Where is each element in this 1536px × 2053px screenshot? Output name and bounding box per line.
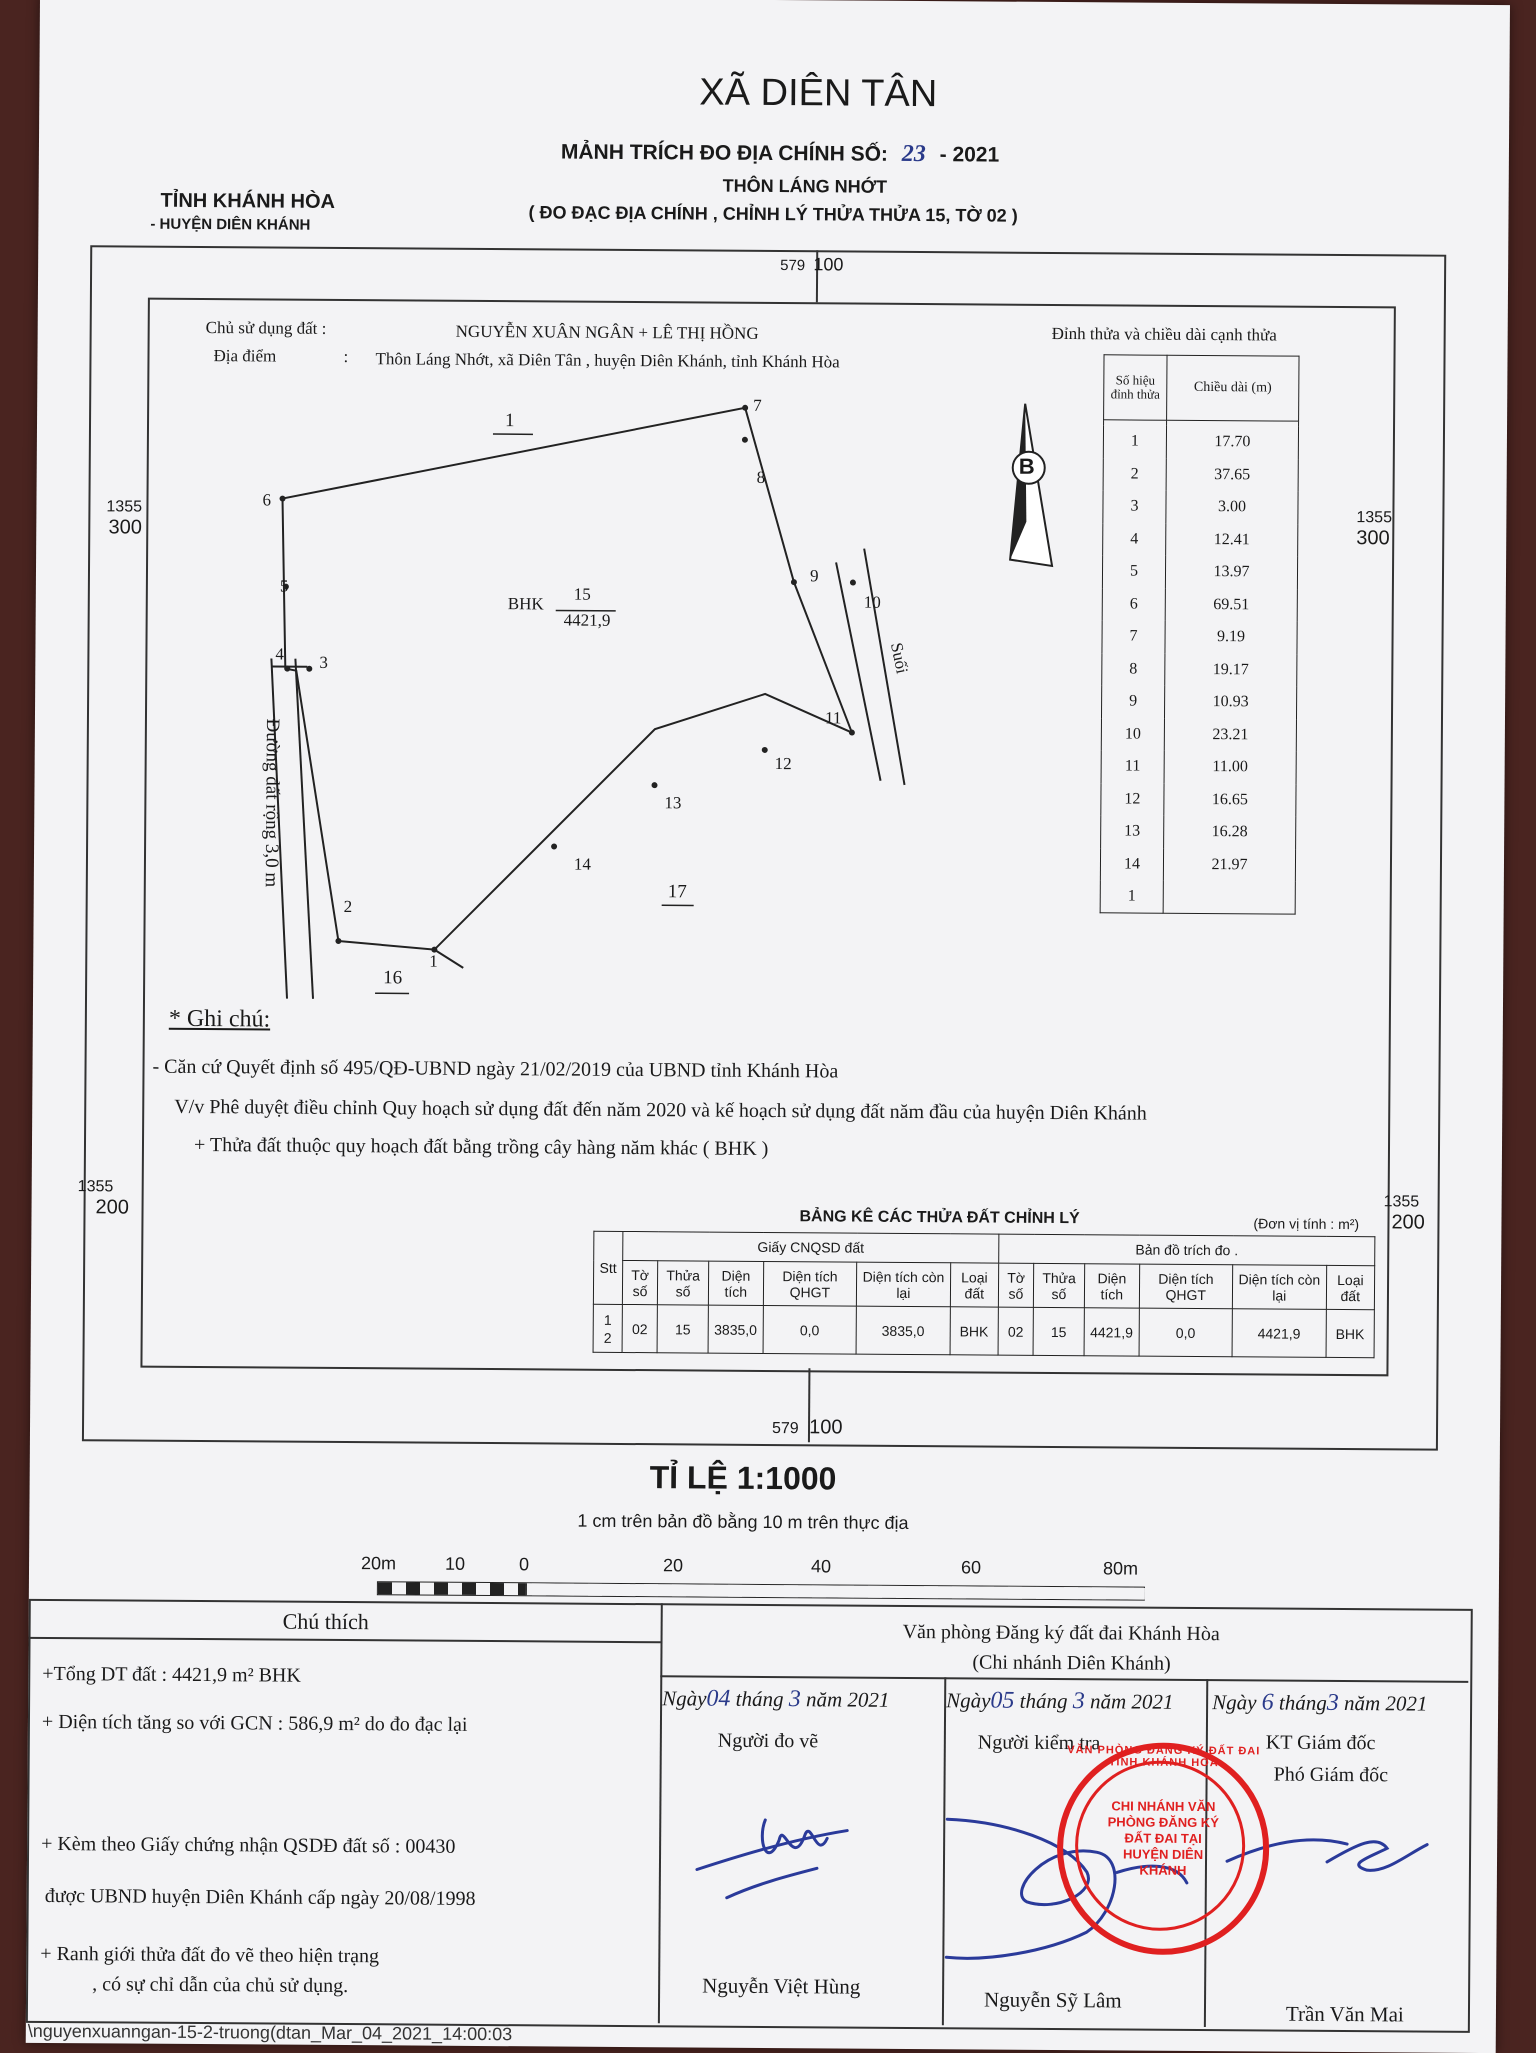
document-sheet	[26, 0, 1510, 2053]
parcel-col-header: Tờ số	[622, 1260, 657, 1304]
edge-row	[1102, 620, 1297, 654]
province-name: TỈNH KHÁNH HÒA	[161, 190, 336, 214]
edge-vertex: 5	[1102, 555, 1165, 588]
signer-name-2: Nguyễn Sỹ Lâm	[984, 1988, 1122, 2014]
date-month-pre-3: tháng	[1279, 1691, 1327, 1715]
legend-total: +Tổng DT đất : 4421,9 m² BHK	[42, 1663, 301, 1688]
point-label-2: 2	[344, 897, 353, 917]
parcel-col-header: Diện tích QHGT	[763, 1261, 857, 1306]
edge-vertex: 12	[1101, 783, 1164, 816]
point-label-8: 8	[757, 468, 766, 488]
parcel-number: 15	[574, 585, 591, 605]
signer-role-3: KT Giám đốc	[1266, 1731, 1376, 1755]
parcel-code: BHK	[508, 594, 544, 614]
point-label-6: 6	[262, 490, 271, 510]
edge-table-title: Đỉnh thửa và chiều dài cạnh thửa	[1052, 324, 1277, 346]
parcel-table-title: BẢNG KÊ CÁC THỬA ĐẤT CHỈNH LÝ	[799, 1208, 1079, 1228]
scale-tick-40: 40	[811, 1556, 831, 1577]
parcel-cell: 3835,0	[856, 1306, 950, 1355]
edge-length: 21.97	[1163, 848, 1295, 881]
edge-length: 13.97	[1165, 556, 1297, 589]
edge-length	[1163, 881, 1295, 914]
edge-row	[1102, 588, 1297, 622]
coord-right-bottom	[1383, 1192, 1425, 1234]
coord-right-bottom-b: 200	[1391, 1211, 1425, 1233]
edge-row	[1100, 848, 1295, 882]
edge-vertex: 8	[1102, 653, 1165, 686]
extract-number: 23	[902, 141, 926, 167]
coord-left-bottom-b: 200	[95, 1196, 129, 1218]
edge-row	[1101, 685, 1296, 719]
coord-right-bottom-a: 1355	[1384, 1193, 1420, 1210]
vertex-8	[742, 437, 748, 443]
address-separator: :	[343, 347, 348, 367]
date-pre-2: Ngày	[946, 1688, 990, 1712]
point-label-5: 5	[280, 577, 289, 597]
office-name: Văn phòng Đăng ký đất đai Khánh Hòa	[903, 1621, 1220, 1646]
parcel-col-header: Diện tích	[708, 1261, 763, 1305]
address-label: Địa điểm	[213, 346, 276, 366]
scale-tick-60: 60	[961, 1557, 981, 1578]
date-year-2: năm 2021	[1090, 1689, 1174, 1714]
edge-row	[1102, 653, 1297, 687]
vertex-2	[335, 938, 341, 944]
village-name: THÔN LÁNG NHỚT	[723, 176, 887, 198]
edge-vertex: 4	[1103, 523, 1166, 556]
north-label: B	[1019, 454, 1035, 480]
edge-vertex: 6	[1102, 588, 1165, 621]
signer-role-3b: Phó Giám đốc	[1274, 1764, 1389, 1788]
point-label-11: 11	[825, 708, 842, 728]
edge-vertex: 2	[1103, 458, 1166, 491]
scale-tick-10: 10	[445, 1554, 465, 1575]
scale-ticks	[29, 1551, 1499, 1561]
parcel-cell: 3835,0	[708, 1305, 763, 1353]
parcel-stt-cell	[593, 1304, 622, 1352]
point-label-3: 3	[319, 653, 328, 673]
note-line-1: - Căn cứ Quyết định số 495/QĐ-UBND ngày 21/02/2019 của UBND tỉnh Khánh Hòa	[152, 1056, 838, 1084]
legend-boundary-1: + Ranh giới thửa đất đo vẽ theo hiện trạng	[40, 1943, 379, 1968]
coord-bottom-b: 100	[809, 1416, 843, 1438]
vertex-7	[742, 405, 748, 411]
parcel-cell: 02	[622, 1304, 657, 1352]
date-pre-3: Ngày	[1212, 1690, 1256, 1714]
signature-drawings	[26, 1775, 1498, 2005]
parcel-col-header: Diện tích	[1084, 1264, 1139, 1308]
scale-description: 1 cm trên bản đồ bằng 10 m trên thực địa	[577, 1511, 908, 1534]
extract-subtitle: ( ĐO ĐẠC ĐỊA CHÍNH , CHỈNH LÝ THỬA THỬA 15, TỜ 02 )	[528, 202, 1017, 226]
vertex-9	[791, 579, 797, 585]
parcel-col-header: Diện tích QHGT	[1139, 1264, 1233, 1309]
parcel-col-stt: Stt	[593, 1231, 623, 1304]
seal-center-text: CHI NHÁNH VĂN PHÒNG ĐĂNG KÝ ĐẤT ĐAI TẠI HUYỆN DIÊN KHÁNH	[1103, 1798, 1224, 1879]
edge-vertex: 11	[1101, 750, 1164, 783]
point-label-14: 14	[574, 855, 591, 875]
legend-boundary-2: , có sự chỉ dẫn của chủ sử dụng.	[92, 1973, 348, 1998]
legend-cert: + Kèm theo Giấy chứng nhận QSDĐ đất số : 00430	[41, 1833, 455, 1859]
parcel-col-header: Diện tích còn lại	[856, 1262, 950, 1307]
signer-date-1	[662, 1685, 890, 1714]
coord-bottom-a: 579	[772, 1420, 799, 1437]
stt-2: 2	[604, 1329, 612, 1345]
parcel-top-label: 1	[505, 410, 515, 432]
legend-increase: + Diện tích tăng so với GCN : 586,9 m² do đo đạc lại	[42, 1711, 468, 1737]
address-text: Thôn Láng Nhớt, xã Diên Tân , huyện Diên Khánh, tỉnh Khánh Hòa	[375, 349, 839, 372]
coord-top-a: 579	[780, 257, 805, 274]
edge-vertex: 3	[1103, 490, 1166, 523]
signature-1	[697, 1820, 848, 1899]
signer-name-1: Nguyễn Việt Hùng	[702, 1974, 860, 2000]
parcel-right-label: 17	[668, 881, 687, 903]
edge-row	[1101, 718, 1296, 752]
parcel-col-header: Thửa số	[658, 1261, 709, 1305]
parcel-area: 4421,9	[564, 611, 611, 631]
parcel-cell: 4421,9	[1084, 1308, 1139, 1356]
district-name: - HUYỆN DIÊN KHÁNH	[150, 216, 310, 234]
stt-1: 1	[604, 1311, 612, 1327]
coord-left-top-a: 1355	[106, 498, 142, 515]
note-line-3: + Thửa đất thuộc quy hoạch đất bằng trồng cây hàng năm khác ( BHK )	[194, 1134, 769, 1161]
note-line-2: V/v Phê duyệt điều chỉnh Quy hoạch sử dụng đất đến năm 2020 và kế hoạch sử dụng đất năm đầu của huyện Diên Khánh	[174, 1096, 1147, 1126]
scale-bar-main	[526, 1583, 1145, 1599]
seal-ring-text: VĂN PHÒNG ĐĂNG KÝ ĐẤT ĐAI TỈNH KHÁNH HÒA	[1064, 1744, 1264, 1769]
coord-left-top-b: 300	[108, 516, 142, 538]
edge-vertex: 1	[1100, 880, 1163, 913]
coord-left-bottom	[77, 1177, 129, 1219]
parcel-col-header: Loại đất	[950, 1263, 999, 1307]
edge-length: 69.51	[1165, 588, 1297, 621]
parcel-cell: 0,0	[1139, 1308, 1233, 1357]
point-label-10: 10	[864, 593, 881, 613]
legend-title: Chú thích	[283, 1609, 369, 1636]
owner-name: NGUYỄN XUÂN NGÂN + LÊ THỊ HỒNG	[456, 322, 759, 344]
vertex-12	[762, 747, 768, 753]
parcel-col-header: Thửa số	[1033, 1263, 1084, 1307]
edge-length: 10.93	[1164, 686, 1296, 719]
edge-vertex: 13	[1101, 815, 1164, 848]
edge-col-length: Chiều dài (m)	[1167, 355, 1299, 421]
date-day-3: 6	[1262, 1689, 1274, 1715]
scale-tick-20: 20	[663, 1555, 683, 1576]
edge-length: 16.65	[1164, 783, 1296, 816]
edge-vertex: 14	[1100, 848, 1163, 881]
edge-vertex: 9	[1101, 685, 1164, 718]
parcel-group-cert: Giấy CNQSD đất	[623, 1231, 999, 1263]
vertex-10	[850, 580, 856, 586]
scale-tick-80m: 80m	[1103, 1558, 1138, 1579]
edge-length: 12.41	[1166, 523, 1298, 556]
date-pre-1: Ngày	[662, 1686, 706, 1710]
parcel-bottom-label: 16	[383, 967, 402, 989]
date-day-2: 05	[990, 1688, 1014, 1714]
extract-title-text: MẢNH TRÍCH ĐO ĐỊA CHÍNH SỐ:	[561, 141, 888, 166]
edge-row	[1103, 490, 1298, 524]
edge-col-vertex: Số hiệu đỉnh thửa	[1104, 355, 1167, 420]
road-line-right	[293, 659, 315, 999]
scale-tick-20m: 20m	[361, 1553, 396, 1574]
edge-length: 9.19	[1165, 621, 1297, 654]
date-month-pre-2: tháng	[1020, 1689, 1068, 1713]
parcel-cell: 15	[657, 1305, 708, 1353]
parcel-boundary	[279, 405, 854, 953]
edge-length: 17.70	[1166, 426, 1298, 459]
parcel-cell: 15	[1033, 1307, 1084, 1355]
vertex-3	[306, 666, 312, 672]
edge-length: 19.17	[1165, 653, 1297, 686]
vertex-11	[849, 730, 855, 736]
edge-row	[1100, 880, 1295, 914]
parcel-group-map: Bản đồ trích đo .	[999, 1234, 1375, 1266]
scale-bar	[377, 1581, 1145, 1600]
signer-name-3: Trần Văn Mai	[1286, 2002, 1404, 2028]
parcel-table-unit: (Đơn vị tính : m²)	[1253, 1215, 1359, 1232]
coord-left-bottom-a: 1355	[78, 1178, 114, 1195]
parcel-cell: BHK	[1326, 1309, 1375, 1357]
date-year-1: năm 2021	[806, 1687, 890, 1712]
parcel-cell: BHK	[950, 1307, 999, 1355]
commune-title: XÃ DIÊN TÂN	[699, 71, 937, 116]
point-label-12: 12	[775, 754, 792, 774]
date-month-1: 3	[789, 1686, 801, 1712]
vertex-13	[651, 782, 657, 788]
stream-label: Suối	[886, 641, 912, 676]
date-month-pre-1: tháng	[736, 1687, 784, 1711]
point-label-1: 1	[429, 952, 438, 972]
scale-title: TỈ LỆ 1:1000	[650, 1459, 837, 1497]
signer-date-2	[946, 1687, 1174, 1716]
vertex-6	[279, 496, 285, 502]
notes-title: * Ghi chú:	[169, 1006, 271, 1034]
point-label-4: 4	[275, 645, 284, 665]
edge-row	[1103, 523, 1298, 557]
coord-bottom	[772, 1416, 843, 1439]
office-branch: (Chi nhánh Diên Khánh)	[972, 1651, 1170, 1675]
signer-date-3	[1212, 1689, 1428, 1718]
vertex-14	[551, 843, 557, 849]
footer-path: \nguyenxuanngan-15-2-truong(dtan_Mar_04_2021_14:00:03	[28, 2021, 513, 2045]
edge-length: 37.65	[1166, 458, 1298, 491]
scale-tick-0: 0	[519, 1554, 529, 1575]
signer-role-1: Người đo vẽ	[718, 1730, 818, 1754]
parcel-cell: 02	[998, 1307, 1033, 1355]
edge-row	[1103, 458, 1298, 492]
coord-top-b: 100	[813, 254, 843, 274]
date-year-3: năm 2021	[1344, 1691, 1428, 1716]
parcel-col-header: Diện tích còn lại	[1232, 1265, 1326, 1310]
edge-length: 3.00	[1166, 491, 1298, 524]
point-label-7: 7	[753, 396, 762, 416]
edge-row	[1101, 783, 1296, 817]
edge-vertex: 10	[1101, 718, 1164, 751]
extract-year: - 2021	[940, 143, 1000, 166]
parcel-data-row	[593, 1304, 1374, 1357]
edge-row	[1102, 555, 1297, 589]
vertex-4	[284, 666, 290, 672]
edge-row	[1101, 750, 1296, 784]
parcel-col-header: Loại đất	[1326, 1265, 1375, 1309]
parcel-cell: 4421,9	[1232, 1309, 1326, 1358]
owner-label: Chủ sử dụng đất :	[206, 318, 327, 339]
parcel-col-header: Tờ số	[998, 1263, 1033, 1307]
edge-length: 11.00	[1164, 751, 1296, 784]
parcel-header-row	[593, 1260, 1374, 1309]
edge-rows	[1100, 425, 1298, 914]
road-label: Đường đất rộng 3,0 m	[260, 718, 283, 887]
official-seal	[1056, 1742, 1269, 1955]
edge-row	[1103, 425, 1298, 459]
edge-length: 23.21	[1164, 718, 1296, 751]
edge-table	[1100, 354, 1300, 914]
date-month-2: 3	[1073, 1688, 1085, 1714]
date-day-1: 04	[706, 1686, 730, 1712]
legend-issued: được UBND huyện Diên Khánh cấp ngày 20/08/1998	[45, 1885, 476, 1911]
point-label-13: 13	[664, 793, 681, 813]
edge-row	[1101, 815, 1296, 849]
parcel-cell: 0,0	[763, 1305, 857, 1354]
point-1-tick	[434, 950, 463, 968]
signer-role-2: Người kiểm tra	[978, 1731, 1101, 1755]
coord-right-top-b: 300	[1356, 527, 1390, 549]
point-label-9: 9	[810, 566, 819, 586]
edge-vertex: 7	[1102, 620, 1165, 653]
edge-length: 16.28	[1164, 816, 1296, 849]
parcel-table	[593, 1231, 1376, 1358]
date-month-3: 3	[1327, 1690, 1339, 1716]
coord-right-top-a: 1355	[1356, 509, 1392, 526]
edge-vertex: 1	[1103, 425, 1166, 458]
